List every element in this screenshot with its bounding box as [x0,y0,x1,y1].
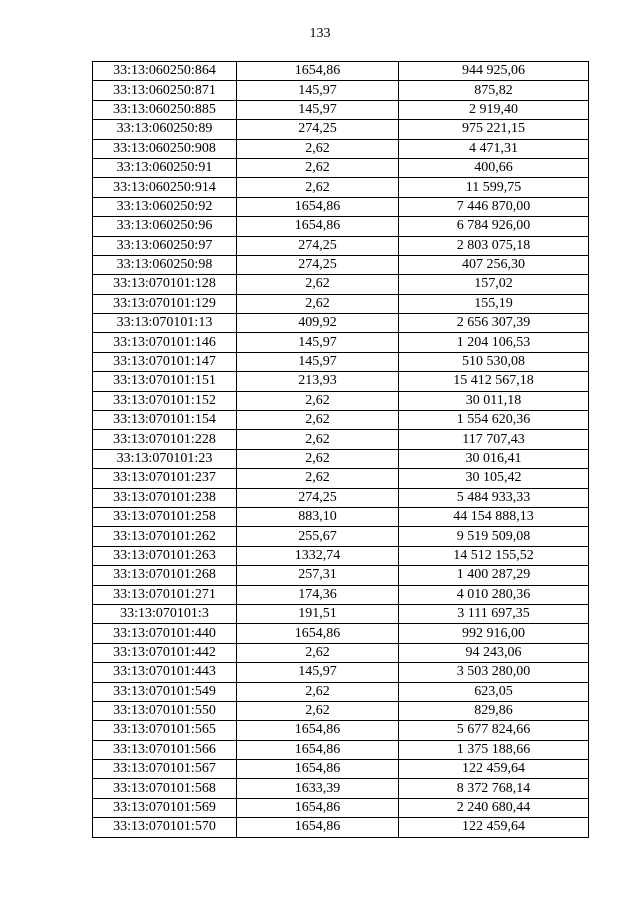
area-cell: 2,62 [237,682,399,701]
value-cell: 510 530,08 [399,352,589,371]
value-cell: 407 256,30 [399,255,589,274]
table-row [93,411,589,430]
table-row [93,333,589,352]
table-row [93,372,589,391]
cadastral-number-cell: 33:13:070101:258 [93,507,237,526]
area-cell: 2,62 [237,430,399,449]
value-cell: 975 221,15 [399,120,589,139]
table-row [93,488,589,507]
value-cell: 122 459,64 [399,760,589,779]
area-cell: 1654,86 [237,62,399,81]
area-cell: 2,62 [237,701,399,720]
area-cell: 1654,86 [237,197,399,216]
value-cell: 44 154 888,13 [399,507,589,526]
area-cell: 1654,86 [237,798,399,817]
cadastral-number-cell: 33:13:070101:154 [93,411,237,430]
table-row [93,740,589,759]
table-row [93,701,589,720]
cadastral-number-cell: 33:13:060250:914 [93,178,237,197]
area-cell: 2,62 [237,275,399,294]
table-row [93,430,589,449]
cadastral-number-cell: 33:13:070101:568 [93,779,237,798]
area-cell: 1332,74 [237,546,399,565]
area-cell: 274,25 [237,120,399,139]
area-cell: 1654,86 [237,217,399,236]
cadastral-number-cell: 33:13:060250:864 [93,62,237,81]
value-cell: 8 372 768,14 [399,779,589,798]
table-row [93,449,589,468]
area-cell: 1654,86 [237,818,399,837]
cadastral-number-cell: 33:13:070101:129 [93,294,237,313]
area-cell: 213,93 [237,372,399,391]
area-cell: 255,67 [237,527,399,546]
table-row [93,294,589,313]
cadastral-number-cell: 33:13:070101:238 [93,488,237,507]
cadastral-number-cell: 33:13:060250:908 [93,139,237,158]
table-row [93,391,589,410]
table-row [93,624,589,643]
area-cell: 191,51 [237,604,399,623]
cadastral-number-cell: 33:13:070101:549 [93,682,237,701]
table-row [93,255,589,274]
value-cell: 30 105,42 [399,469,589,488]
cadastral-number-cell: 33:13:070101:262 [93,527,237,546]
area-cell: 883,10 [237,507,399,526]
cadastral-number-cell: 33:13:070101:147 [93,352,237,371]
value-cell: 1 554 620,36 [399,411,589,430]
value-cell: 875,82 [399,81,589,100]
cadastral-number-cell: 33:13:070101:228 [93,430,237,449]
value-cell: 4 010 280,36 [399,585,589,604]
area-cell: 1633,39 [237,779,399,798]
cadastral-number-cell: 33:13:060250:89 [93,120,237,139]
cadastral-number-cell: 33:13:060250:92 [93,197,237,216]
table-row [93,120,589,139]
area-cell: 2,62 [237,391,399,410]
value-cell: 9 519 509,08 [399,527,589,546]
cadastral-number-cell: 33:13:070101:151 [93,372,237,391]
cadastral-number-cell: 33:13:070101:23 [93,449,237,468]
table-row [93,585,589,604]
value-cell: 15 412 567,18 [399,372,589,391]
value-cell: 1 204 106,53 [399,333,589,352]
value-cell: 4 471,31 [399,139,589,158]
table-row [93,217,589,236]
table-row [93,314,589,333]
value-cell: 992 916,00 [399,624,589,643]
value-cell: 5 484 933,33 [399,488,589,507]
value-cell: 6 784 926,00 [399,217,589,236]
page-number: 133 [309,26,331,41]
area-cell: 274,25 [237,236,399,255]
table-body [93,62,589,838]
value-cell: 944 925,06 [399,62,589,81]
value-cell: 1 400 287,29 [399,566,589,585]
cadastral-number-cell: 33:13:070101:569 [93,798,237,817]
table-row [93,527,589,546]
value-cell: 829,86 [399,701,589,720]
area-cell: 1654,86 [237,624,399,643]
cadastral-number-cell: 33:13:060250:98 [93,255,237,274]
cadastral-number-cell: 33:13:070101:443 [93,663,237,682]
table-row [93,798,589,817]
area-cell: 145,97 [237,352,399,371]
cadastral-number-cell: 33:13:060250:871 [93,81,237,100]
area-cell: 145,97 [237,333,399,352]
value-cell: 3 111 697,35 [399,604,589,623]
table-row [93,779,589,798]
area-cell: 274,25 [237,488,399,507]
table-row [93,507,589,526]
value-cell: 2 803 075,18 [399,236,589,255]
cadastral-number-cell: 33:13:070101:146 [93,333,237,352]
value-cell: 1 375 188,66 [399,740,589,759]
table-row [93,100,589,119]
area-cell: 257,31 [237,566,399,585]
value-cell: 400,66 [399,158,589,177]
cadastral-number-cell: 33:13:070101:3 [93,604,237,623]
value-cell: 2 919,40 [399,100,589,119]
table-row [93,546,589,565]
cadastral-number-cell: 33:13:060250:96 [93,217,237,236]
area-cell: 145,97 [237,100,399,119]
cadastral-number-cell: 33:13:070101:566 [93,740,237,759]
value-cell: 623,05 [399,682,589,701]
area-cell: 1654,86 [237,740,399,759]
area-cell: 1654,86 [237,760,399,779]
value-cell: 2 656 307,39 [399,314,589,333]
cadastral-number-cell: 33:13:070101:13 [93,314,237,333]
area-cell: 145,97 [237,81,399,100]
cadastral-number-cell: 33:13:070101:567 [93,760,237,779]
value-cell: 155,19 [399,294,589,313]
value-cell: 30 016,41 [399,449,589,468]
value-cell: 30 011,18 [399,391,589,410]
value-cell: 7 446 870,00 [399,197,589,216]
value-cell: 11 599,75 [399,178,589,197]
cadastral-number-cell: 33:13:070101:442 [93,643,237,662]
table-row [93,721,589,740]
cadastral-number-cell: 33:13:070101:237 [93,469,237,488]
cadastral-number-cell: 33:13:070101:570 [93,818,237,837]
cadastral-number-cell: 33:13:070101:271 [93,585,237,604]
table-row [93,643,589,662]
value-cell: 5 677 824,66 [399,721,589,740]
value-cell: 2 240 680,44 [399,798,589,817]
area-cell: 174,36 [237,585,399,604]
table-row [93,818,589,837]
table-row [93,352,589,371]
cadastral-number-cell: 33:13:070101:263 [93,546,237,565]
cadastral-number-cell: 33:13:060250:97 [93,236,237,255]
value-cell: 122 459,64 [399,818,589,837]
cadastral-number-cell: 33:13:060250:91 [93,158,237,177]
area-cell: 409,92 [237,314,399,333]
table-row [93,760,589,779]
area-cell: 2,62 [237,158,399,177]
value-cell: 117 707,43 [399,430,589,449]
table-row [93,275,589,294]
value-cell: 14 512 155,52 [399,546,589,565]
area-cell: 2,62 [237,294,399,313]
table-row [93,81,589,100]
table-row [93,663,589,682]
area-cell: 1654,86 [237,721,399,740]
table-row [93,139,589,158]
cadastral-number-cell: 33:13:070101:565 [93,721,237,740]
area-cell: 274,25 [237,255,399,274]
table-row [93,62,589,81]
table-row [93,197,589,216]
table-row [93,236,589,255]
cadastral-number-cell: 33:13:060250:885 [93,100,237,119]
area-cell: 2,62 [237,449,399,468]
value-cell: 94 243,06 [399,643,589,662]
area-cell: 2,62 [237,178,399,197]
area-cell: 2,62 [237,411,399,430]
area-cell: 2,62 [237,139,399,158]
table-row [93,682,589,701]
table-row [93,566,589,585]
table-row [93,178,589,197]
table-row [93,158,589,177]
cadastral-number-cell: 33:13:070101:152 [93,391,237,410]
cadastral-number-cell: 33:13:070101:550 [93,701,237,720]
value-cell: 3 503 280,00 [399,663,589,682]
area-cell: 145,97 [237,663,399,682]
value-cell: 157,02 [399,275,589,294]
cadastral-number-cell: 33:13:070101:268 [93,566,237,585]
area-cell: 2,62 [237,469,399,488]
cadastral-value-table [92,61,589,838]
cadastral-number-cell: 33:13:070101:440 [93,624,237,643]
cadastral-number-cell: 33:13:070101:128 [93,275,237,294]
table-row [93,469,589,488]
area-cell: 2,62 [237,643,399,662]
table-row [93,604,589,623]
